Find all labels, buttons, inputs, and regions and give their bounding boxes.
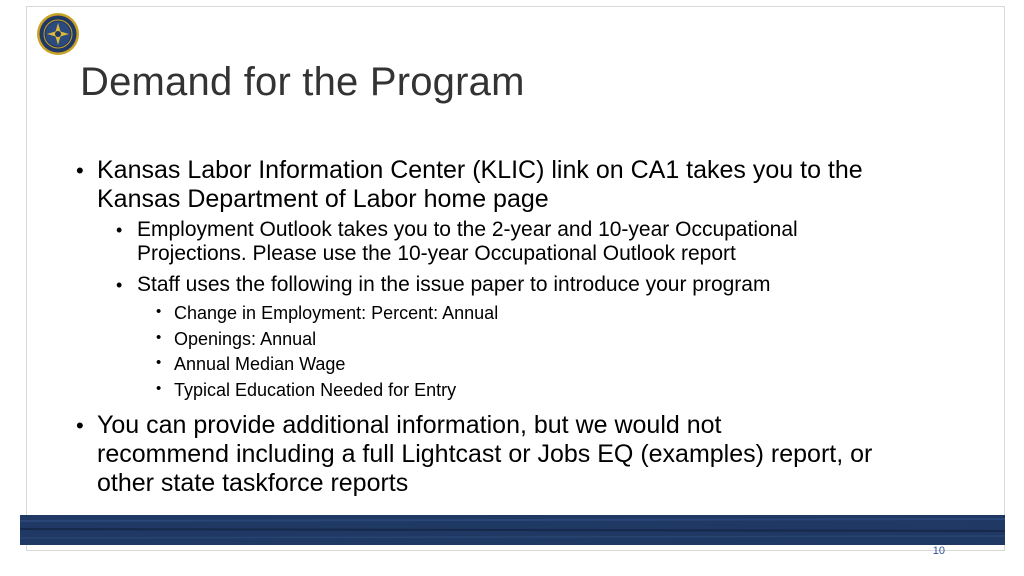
bullet-employment-outlook [116,218,798,266]
bullet-klic-line2: Kansas Department of Labor home page [97,185,549,213]
list-item-text: Annual Median Wage [174,354,346,374]
list-item-text: Openings: Annual [174,329,317,349]
bullet-dot: • [156,329,162,346]
bullet-additional-info-line1: You can provide additional information, but we would not [97,411,722,439]
bullet-additional-info [76,411,873,498]
page-number: 10 [932,545,945,557]
list-item [156,328,317,350]
list-item [156,302,499,324]
bullet-klic [76,156,863,214]
bullet-dot: • [76,158,84,183]
bullet-employment-outlook-line1: Employment Outlook takes you to the 2-year and 10-year Occupational [137,218,798,241]
bullet-staff-uses-line1: Staff uses the following in the issue paper to introduce your program [137,273,771,296]
footer-texture [20,515,1005,545]
bullet-klic-line1: Kansas Labor Information Center (KLIC) link on CA1 takes you to the [97,156,863,184]
bullet-dot: • [156,303,162,320]
list-item [156,379,457,401]
footer-band [20,515,1005,545]
bullet-dot: • [116,220,123,240]
bullet-employment-outlook-line2: Projections. Please use the 10-year Occupational Outlook report [137,242,736,265]
bullet-additional-info-line3: other state taskforce reports [97,469,409,497]
bullet-dot: • [156,354,162,371]
slide-title: Demand for the Program [80,60,525,104]
list-item [156,353,346,375]
list-item-text: Change in Employment: Percent: Annual [174,303,499,323]
bullet-dot: • [116,275,123,295]
list-item-text: Typical Education Needed for Entry [174,380,457,400]
bullet-dot: • [156,380,162,397]
bullet-dot: • [76,413,84,438]
bullet-additional-info-line2: recommend including a full Lightcast or Jobs EQ (examples) report, or [97,440,873,468]
bullet-staff-uses [116,273,771,297]
